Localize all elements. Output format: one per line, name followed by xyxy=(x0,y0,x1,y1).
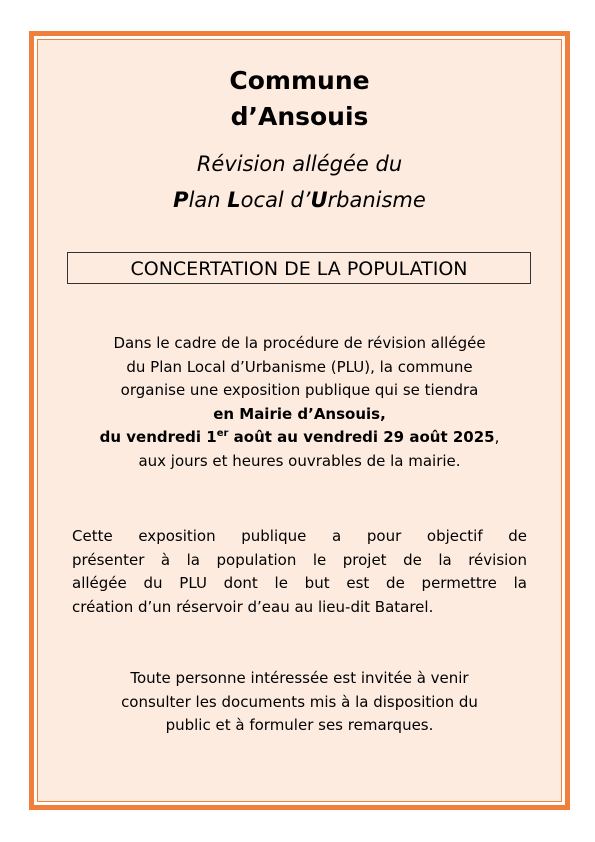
subtitle-initial-u: U xyxy=(310,188,328,212)
subtitle-word-rbanisme: rbanisme xyxy=(327,188,426,212)
paragraph1-line2: du Plan Local d’Urbanisme (PLU), la commune xyxy=(126,357,473,376)
subtitle-word-ocal: ocal d’ xyxy=(240,188,311,212)
paragraph1-location: en Mairie d’Ansouis, xyxy=(213,404,386,423)
paragraph3-line1: Toute personne intéressée est invitée à venir xyxy=(130,669,469,687)
paragraph3-line3: public et à formuler ses remarques. xyxy=(165,716,434,735)
paragraph1-line3: organise une exposition publique qui se tiendra xyxy=(120,381,479,400)
paragraph2-line4: création d’un réservoir d’eau au lieu-dit Batarel. xyxy=(72,597,434,616)
paragraph1-dates-line xyxy=(58,426,541,450)
commune-title-line1: Commune xyxy=(229,66,370,95)
paragraph1-dates-comma: , xyxy=(494,428,500,447)
paragraph1-dates-superscript: er xyxy=(216,428,229,440)
paragraph2-line2: présenter à la population le projet de la révision xyxy=(72,550,527,569)
notice-panel xyxy=(37,39,562,802)
concertation-heading: CONCERTATION DE LA POPULATION xyxy=(67,252,531,284)
subtitle-word-lan: lan xyxy=(188,188,228,212)
commune-title-line2: d’Ansouis xyxy=(230,102,369,131)
exhibition-paragraph xyxy=(58,332,541,474)
paragraph1-dates-start: du vendredi 1 xyxy=(99,428,217,447)
subtitle-line1: Révision allégée du xyxy=(196,152,403,176)
paragraph1-line6: aux jours et heures ouvrables de la mairie. xyxy=(138,451,461,470)
paragraph1-line1: Dans le cadre de la procédure de révision allégée xyxy=(113,334,486,352)
paragraph2-line1: Cette exposition publique a pour objectif de xyxy=(72,527,527,545)
subtitle-initial-p: P xyxy=(173,188,189,212)
notice-frame xyxy=(29,31,570,810)
objective-paragraph xyxy=(72,525,527,619)
paragraph1-dates-end: août au vendredi 29 août 2025 xyxy=(228,428,495,447)
invitation-paragraph xyxy=(58,667,541,738)
paragraph3-line2: consulter les documents mis à la disposition du xyxy=(121,692,478,711)
subtitle-line2 xyxy=(38,186,561,214)
subtitle-initial-l: L xyxy=(227,188,241,212)
paragraph2-line3: allégée du PLU dont le but est de permettre la xyxy=(72,574,527,593)
